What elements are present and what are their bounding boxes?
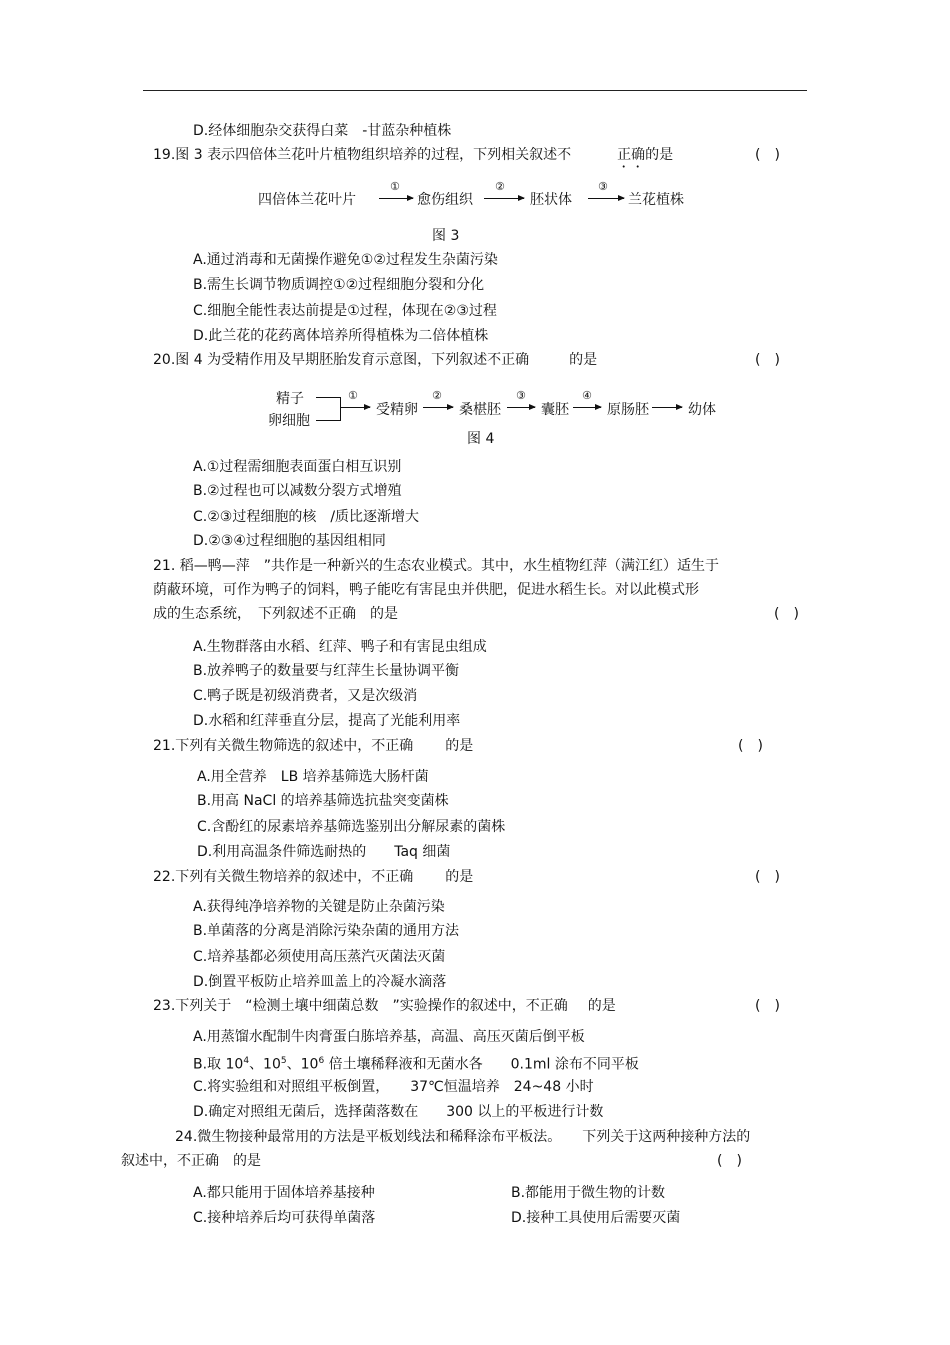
fig3-node-leaf: 四倍体兰花叶片 [258,192,356,208]
q20-option-d: D.②③④过程细胞的基因组相同 [193,533,386,549]
fig4-step-1: ① [348,389,358,402]
q24-option-c: C.接种培养后均可获得单菌落 [193,1210,376,1226]
q21a-line2: 荫蔽环境，可作为鸭子的饲料，鸭子能吃有害昆虫并供肥，促进水稻生长。对以此模式形 [153,582,699,598]
fig4-arrow-5 [652,407,682,408]
q20-option-a: A.①过程需细胞表面蛋白相互识别 [193,459,402,475]
q23-option-b: B.取 $10^4$、$10^5$、$10^6$ 倍土壤稀释液和无菌水各 0.1ml 涂布不同平板 [193,1056,639,1073]
fig3-arrow-1 [379,198,413,199]
fig4-arrow-1 [340,407,370,408]
fig4-node-zygote: 受精卵 [376,402,418,418]
q22-option-d: D.倒置平板防止培养皿盖上的冷凝水滴落 [193,974,447,990]
fig3-step-3: ③ [598,180,608,193]
q21a-option-d: D.水稻和红萍垂直分层，提高了光能利用率 [193,713,461,729]
fig3-arrow-3 [588,198,624,199]
q21b-stem: 21.下列有关微生物筛选的叙述中，不正确 的是 [153,738,474,754]
q19-option-d: D.此兰花的花药离体培养所得植株为二倍体植株 [193,328,489,344]
q21b-option-c: C.含酚红的尿素培养基筛选鉴别出分解尿素的菌株 [197,819,506,835]
fig4-input-egg: 卵细胞 [268,413,310,429]
q24-option-a: A.都只能用于固体培养基接种 [193,1185,375,1201]
q20-option-b: B.②过程也可以减数分裂方式增殖 [193,483,402,499]
q22-stem: 22.下列有关微生物培养的叙述中，不正确 的是 [153,869,474,885]
q21b-option-a: A.用全营养 LB 培养基筛选大肠杆菌 [197,769,429,785]
q21b-option-d: D.利用高温条件筛选耐热的 Taq 细菌 [197,844,451,860]
q23-option-d: D.确定对照组无菌后，选择菌落数在 300 以上的平板进行计数 [193,1104,604,1120]
fig3-node-plant: 兰花植株 [628,192,684,208]
q21b-answer-paren: ( ) [738,738,763,754]
prev-option-d: D.经体细胞杂交获得白菜 -甘蓝杂种植株 [193,123,452,139]
q19-option-c: C.细胞全能性表达前提是①过程，体现在②③过程 [193,303,497,319]
q24-option-b: B.都能用于微生物的计数 [511,1185,666,1201]
q21a-option-c: C.鸭子既是初级消费者，又是次级消 [193,688,418,704]
q23-option-a: A.用蒸馏水配制牛肉膏蛋白胨培养基，高温、高压灭菌后倒平板 [193,1029,585,1045]
fig4-step-2: ② [432,389,442,402]
q20-stem: 20.图 4 为受精作用及早期胚胎发育示意图，下列叙述不正确 的是 [153,352,598,368]
q24-line1: 24.微生物接种最常用的方法是平板划线法和稀释涂布平板法。 下列关于这两种接种方法的 [175,1129,751,1145]
fig4-node-morula: 桑椹胚 [459,402,501,418]
q21a-option-a: A.生物群落由水稻、红萍、鸭子和有害昆虫组成 [193,639,487,655]
fig4-bracket [316,397,341,421]
fig3-step-2: ② [495,180,505,193]
fig4-step-3: ③ [516,389,526,402]
header-rule [143,90,807,91]
fig4-node-blastocyst: 囊胚 [541,402,569,418]
fig4-input-sperm: 精子 [276,391,304,407]
q20-answer-paren: ( ) [755,352,780,368]
q21a-line1: 21. 稻—鸭—萍 ”共作是一种新兴的生态农业模式。其中，水生植物红萍（满江红）适生于 [153,558,719,574]
fig4-arrow-3 [507,407,535,408]
q21a-line3: 成的生态系统， 下列叙述不正确 的是 [153,606,398,622]
fig3-arrow-2 [484,198,524,199]
fig4-node-gastrula: 原肠胚 [607,402,649,418]
q19-answer-paren: ( ) [755,147,780,163]
fig4-arrow-4 [573,407,601,408]
fig3-node-callus: 愈伤组织 [417,192,473,208]
q19-emph: 正确 [617,147,646,163]
q19-option-a: A.通过消毒和无菌操作避免①②过程发生杂菌污染 [193,252,498,268]
q19-stem: 19.图 3 表示四倍体兰花叶片植物组织培养的过程，下列相关叙述不 正确的是 [153,147,674,163]
q24-option-d: D.接种工具使用后需要灭菌 [511,1210,681,1226]
fig3-step-1: ① [390,180,400,193]
fig4-caption: 图 4 [467,431,495,447]
q23-option-c: C.将实验组和对照组平板倒置， 37℃恒温培养 24~48 小时 [193,1079,594,1095]
q21b-option-b: B.用高 NaCl 的培养基筛选抗盐突变菌株 [197,793,449,809]
q23-answer-paren: ( ) [755,998,780,1014]
q24-line2: 叙述中，不正确 的是 [121,1153,261,1169]
q24-answer-paren: ( ) [717,1153,742,1169]
q23-stem: 23.下列关于 “检测土壤中细菌总数 ”实验操作的叙述中，不正确 的是 [153,998,616,1014]
q20-option-c: C.②③过程细胞的核 /质比逐渐增大 [193,509,420,525]
fig4-arrow-2 [423,407,453,408]
q21a-option-b: B.放养鸭子的数量要与红萍生长量协调平衡 [193,663,460,679]
fig3-node-embryoid: 胚状体 [530,192,572,208]
fig4-step-4: ④ [582,389,592,402]
fig4-node-juvenile: 幼体 [688,402,716,418]
q22-option-c: C.培养基都必须使用高压蒸汽灭菌法灭菌 [193,949,446,965]
q19-option-b: B.需生长调节物质调控①②过程细胞分裂和分化 [193,277,485,293]
fig3-caption: 图 3 [432,228,460,244]
q22-answer-paren: ( ) [755,869,780,885]
q21a-answer-paren: ( ) [774,606,799,622]
q22-option-a: A.获得纯净培养物的关键是防止杂菌污染 [193,899,445,915]
q22-option-b: B.单菌落的分离是消除污染杂菌的通用方法 [193,923,460,939]
